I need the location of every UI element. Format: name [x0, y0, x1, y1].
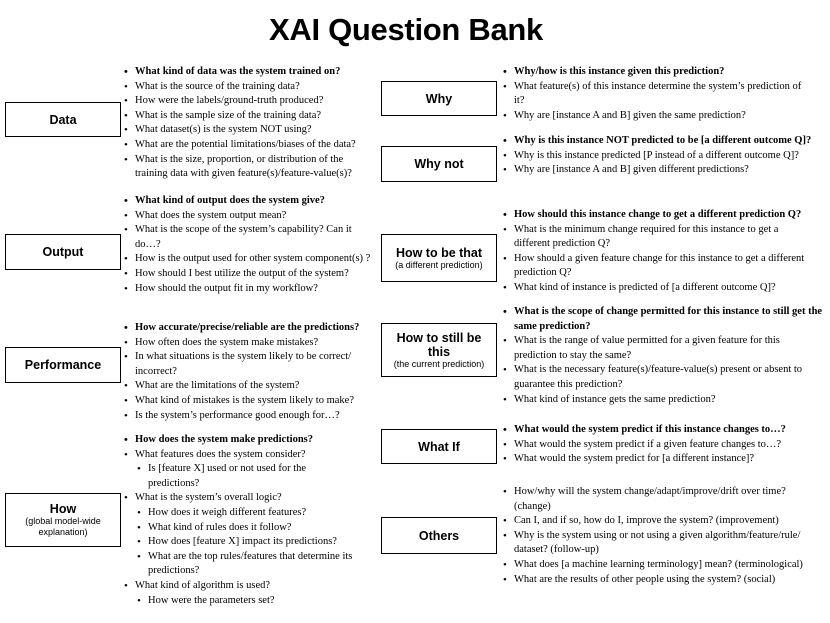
- how-question-list: [122, 433, 374, 608]
- category-others-label: Others: [418, 528, 460, 543]
- how-question-item: • What features does the system consider?: [122, 448, 374, 463]
- others-question-list: [501, 485, 823, 587]
- what-if-question-item: • What would the system predict for [a different instance]?: [501, 452, 823, 467]
- category-what-if-label: What If: [418, 439, 460, 454]
- how-question-subitem: • What are the top rules/features that determine its predictions?: [135, 550, 374, 579]
- category-data-label: Data: [49, 112, 77, 127]
- how-to-still-be-this-question-item: • What is the necessary feature(s)/feature-value(s) present or absent to guarantee this prediction?: [501, 363, 823, 392]
- category-how-to-be-that-box: [381, 234, 497, 282]
- performance-question-item: • What are the limitations of the system?: [122, 379, 380, 394]
- why-not-question-item: • Why are [instance A and B] given different predictions?: [501, 163, 823, 178]
- performance-question-item: • Is the system’s performance good enough for…?: [122, 409, 380, 424]
- others-question-item: • What are the results of other people using the system? (social): [501, 573, 823, 588]
- output-question-item: • How should I best utilize the output of the system?: [122, 267, 374, 282]
- how-to-still-be-this-question-item: • What kind of instance gets the same prediction?: [501, 393, 823, 408]
- why-not-question-list: [501, 134, 823, 178]
- how-question-subitem: • How does [feature X] impact its predictions?: [135, 535, 374, 550]
- category-others-box: [381, 517, 497, 554]
- how-to-still-be-this-question-list: [501, 305, 823, 407]
- what-if-question-item: • What would the system predict if a given feature changes to…?: [501, 438, 823, 453]
- data-question-item: • How were the labels/ground-truth produced?: [122, 94, 374, 109]
- category-how-sublabel: (global model-wide explanation): [25, 516, 101, 537]
- data-question-item: • What is the size, proportion, or distribution of the training data with given feature(s)/feature-value(s)?: [122, 153, 374, 182]
- output-question-list: [122, 194, 374, 296]
- what-if-question-heading: • What would the system predict if this instance changes to…?: [501, 423, 823, 438]
- why-not-question-item: • Why is this instance predicted [P instead of a different outcome Q]?: [501, 149, 823, 164]
- what-if-question-list: [501, 423, 823, 467]
- why-question-item: • Why are [instance A and B] given the same prediction?: [501, 109, 823, 124]
- category-why-not-label: Why not: [414, 157, 464, 171]
- how-question-subitem: • How does it weigh different features?: [135, 506, 374, 521]
- category-how-label: How: [49, 502, 77, 516]
- data-question-item: • What is the sample size of the training data?: [122, 109, 374, 124]
- data-question-heading: • What kind of data was the system trained on?: [122, 65, 374, 80]
- category-data-box: [5, 102, 121, 137]
- data-question-item: • What are the potential limitations/biases of the data?: [122, 138, 374, 153]
- how-to-be-that-question-heading: • How should this instance change to get a different prediction Q?: [501, 208, 826, 223]
- how-question-item: • What kind of algorithm is used?: [122, 579, 374, 594]
- how-question-subitem: • Is [feature X] used or not used for the predictions?: [135, 462, 338, 491]
- category-how-to-still-be-this-sublabel: (the current prediction): [393, 358, 485, 369]
- category-performance-box: [5, 347, 121, 383]
- performance-question-item: • How often does the system make mistakes?: [122, 336, 380, 351]
- category-how-to-still-be-this-label: How to still be this: [396, 330, 482, 359]
- category-how-box: [5, 493, 121, 547]
- output-question-heading: • What kind of output does the system give?: [122, 194, 374, 209]
- category-performance-label: Performance: [24, 358, 102, 372]
- why-question-item: • What feature(s) of this instance determine the system’s prediction of it?: [501, 80, 814, 109]
- others-question-item: • Can I, and if so, how do I, improve the system? (improvement): [501, 514, 823, 529]
- why-not-question-heading: • Why is this instance NOT predicted to be [a different outcome Q]?: [501, 134, 823, 149]
- output-question-item: • What is the scope of the system’s capability? Can it do…?: [122, 223, 374, 252]
- performance-question-heading: • How accurate/precise/reliable are the predictions?: [122, 321, 380, 336]
- others-question-item: • Why is the system using or not using a given algorithm/feature/rule/ dataset? (follow-up): [501, 529, 823, 558]
- how-question-subitem: • How were the parameters set?: [135, 594, 374, 609]
- page-title: XAI Question Bank: [269, 12, 543, 47]
- performance-question-item: • In what situations is the system likely to be correct/ incorrect?: [122, 350, 370, 379]
- others-question-item: • How/why will the system change/adapt/improve/drift over time? (change): [501, 485, 823, 514]
- how-to-still-be-this-question-heading: • What is the scope of change permitted for this instance to still get the same prediction?: [501, 305, 823, 334]
- how-to-be-that-question-item: • How should a given feature change for this instance to get a different prediction Q?: [501, 252, 826, 281]
- how-question-subitem: • What kind of rules does it follow?: [135, 521, 374, 536]
- category-why-box: [381, 81, 497, 116]
- data-question-list: [122, 65, 374, 182]
- how-question-heading: • How does the system make predictions?: [122, 433, 374, 448]
- others-question-item: • What does [a machine learning terminology] mean? (terminological): [501, 558, 823, 573]
- data-question-item: • What dataset(s) is the system NOT using?: [122, 123, 374, 138]
- category-how-to-be-that-sublabel: (a different prediction): [395, 259, 483, 270]
- why-question-list: [501, 65, 823, 123]
- output-question-item: • What does the system output mean?: [122, 209, 374, 224]
- how-question-item: • What is the system’s overall logic?: [122, 491, 374, 506]
- performance-question-list: [122, 321, 380, 423]
- category-what-if-box: [381, 429, 497, 464]
- how-to-be-that-question-item: • What kind of instance is predicted of [a different outcome Q]?: [501, 281, 826, 296]
- category-why-label: Why: [425, 91, 453, 106]
- how-to-still-be-this-question-item: • What is the range of value permitted for a given feature for this prediction to stay the same?: [501, 334, 814, 363]
- output-question-item: • How should the output fit in my workflow?: [122, 282, 374, 297]
- category-why-not-box: [381, 146, 497, 182]
- output-question-item: • How is the output used for other system component(s) ?: [122, 252, 374, 267]
- category-output-box: [5, 234, 121, 270]
- how-to-be-that-question-item: • What is the minimum change required for this instance to get a different prediction Q?: [501, 223, 814, 252]
- category-output-label: Output: [42, 245, 84, 259]
- category-how-to-be-that-label: How to be that: [395, 245, 483, 260]
- performance-question-item: • What kind of mistakes is the system likely to make?: [122, 394, 380, 409]
- category-how-to-still-be-this-box: [381, 323, 497, 377]
- why-question-heading: • Why/how is this instance given this prediction?: [501, 65, 823, 80]
- data-question-item: • What is the source of the training data?: [122, 80, 374, 95]
- how-to-be-that-question-list: [501, 208, 826, 296]
